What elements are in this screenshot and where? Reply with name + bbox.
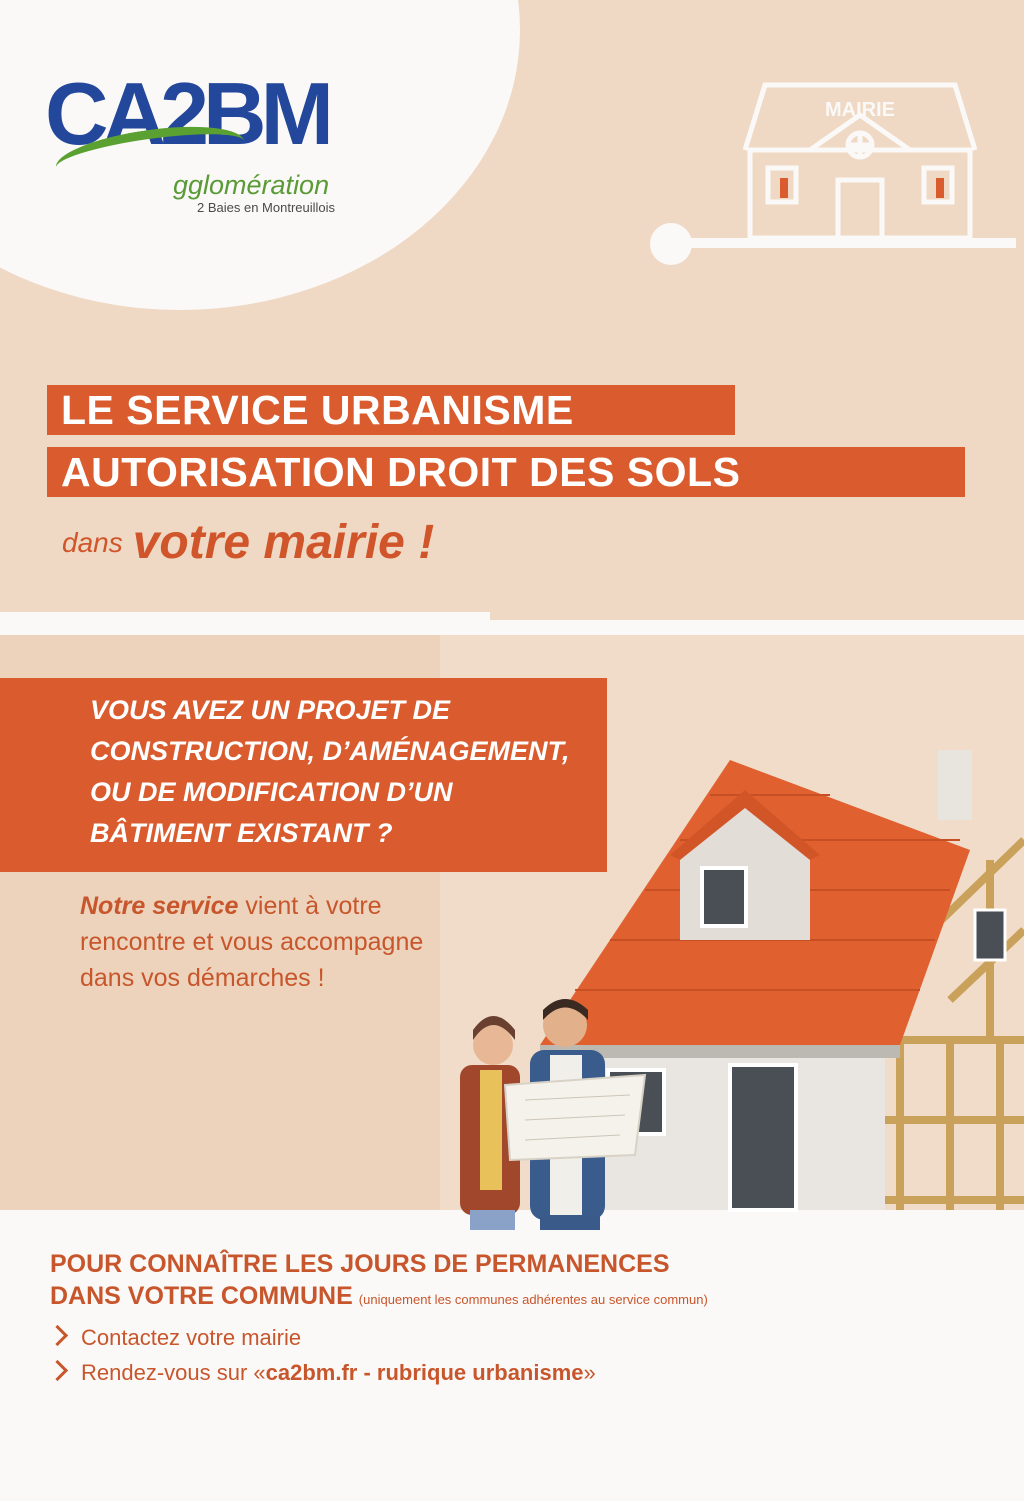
bullet-website	[50, 1360, 596, 1386]
question-line: VOUS AVEZ UN PROJET DE	[90, 695, 451, 725]
logo-subtitle-text: gglomération	[173, 170, 330, 200]
logo-subtitle	[173, 170, 329, 201]
service-line-1: vient à votre	[238, 892, 382, 920]
title-line-2: AUTORISATION DROIT DES SOLS	[47, 447, 965, 497]
chevron-right-icon	[47, 1360, 68, 1381]
question-line: BÂTIMENT EXISTANT ?	[90, 818, 393, 848]
subtitle	[62, 515, 434, 570]
town-hall-icon	[740, 80, 980, 240]
title-line-1: LE SERVICE URBANISME	[47, 385, 735, 435]
house-door	[730, 1065, 796, 1210]
location-pin-icon	[650, 223, 692, 265]
house-and-couple-illustration	[430, 740, 1024, 1230]
bullet-2-suffix: »	[583, 1360, 596, 1385]
service-line-3: dans vos démarches !	[80, 964, 325, 992]
bullet-1-text: Contactez votre mairie	[81, 1325, 302, 1350]
question-line: OU DE MODIFICATION D’UN	[90, 777, 453, 807]
divider-strip	[0, 612, 490, 634]
service-line-2: rencontre et vous accompagne	[80, 928, 424, 956]
subtitle-small: dans	[62, 527, 123, 558]
logo-tagline: 2 Baies en Montreuillois	[197, 200, 336, 215]
question-line: CONSTRUCTION, D’AMÉNAGEMENT,	[90, 736, 570, 766]
ca2bm-logo	[45, 64, 375, 220]
logo-wordmark: CA2BM	[45, 64, 328, 163]
footer-title	[50, 1248, 950, 1316]
subtitle-big: votre mairie !	[132, 516, 435, 569]
mairie-label: MAIRIE	[825, 99, 895, 121]
service-emphasis: Notre service	[80, 892, 239, 920]
website-link[interactable]: ca2bm.fr - rubrique urbanisme	[265, 1360, 584, 1385]
chevron-right-icon	[47, 1325, 68, 1346]
bullet-2-prefix: Rendez-vous sur «	[81, 1360, 266, 1385]
bullet-contact-mairie	[50, 1325, 301, 1351]
footer-title-line-1: POUR CONNAÎTRE LES JOURS DE PERMANENCES	[50, 1250, 670, 1278]
footer-title-line-2: DANS VOTRE COMMUNE	[50, 1282, 353, 1310]
chimney	[938, 750, 972, 820]
footer-note: (uniquement les communes adhérentes au service commun)	[358, 1292, 708, 1307]
